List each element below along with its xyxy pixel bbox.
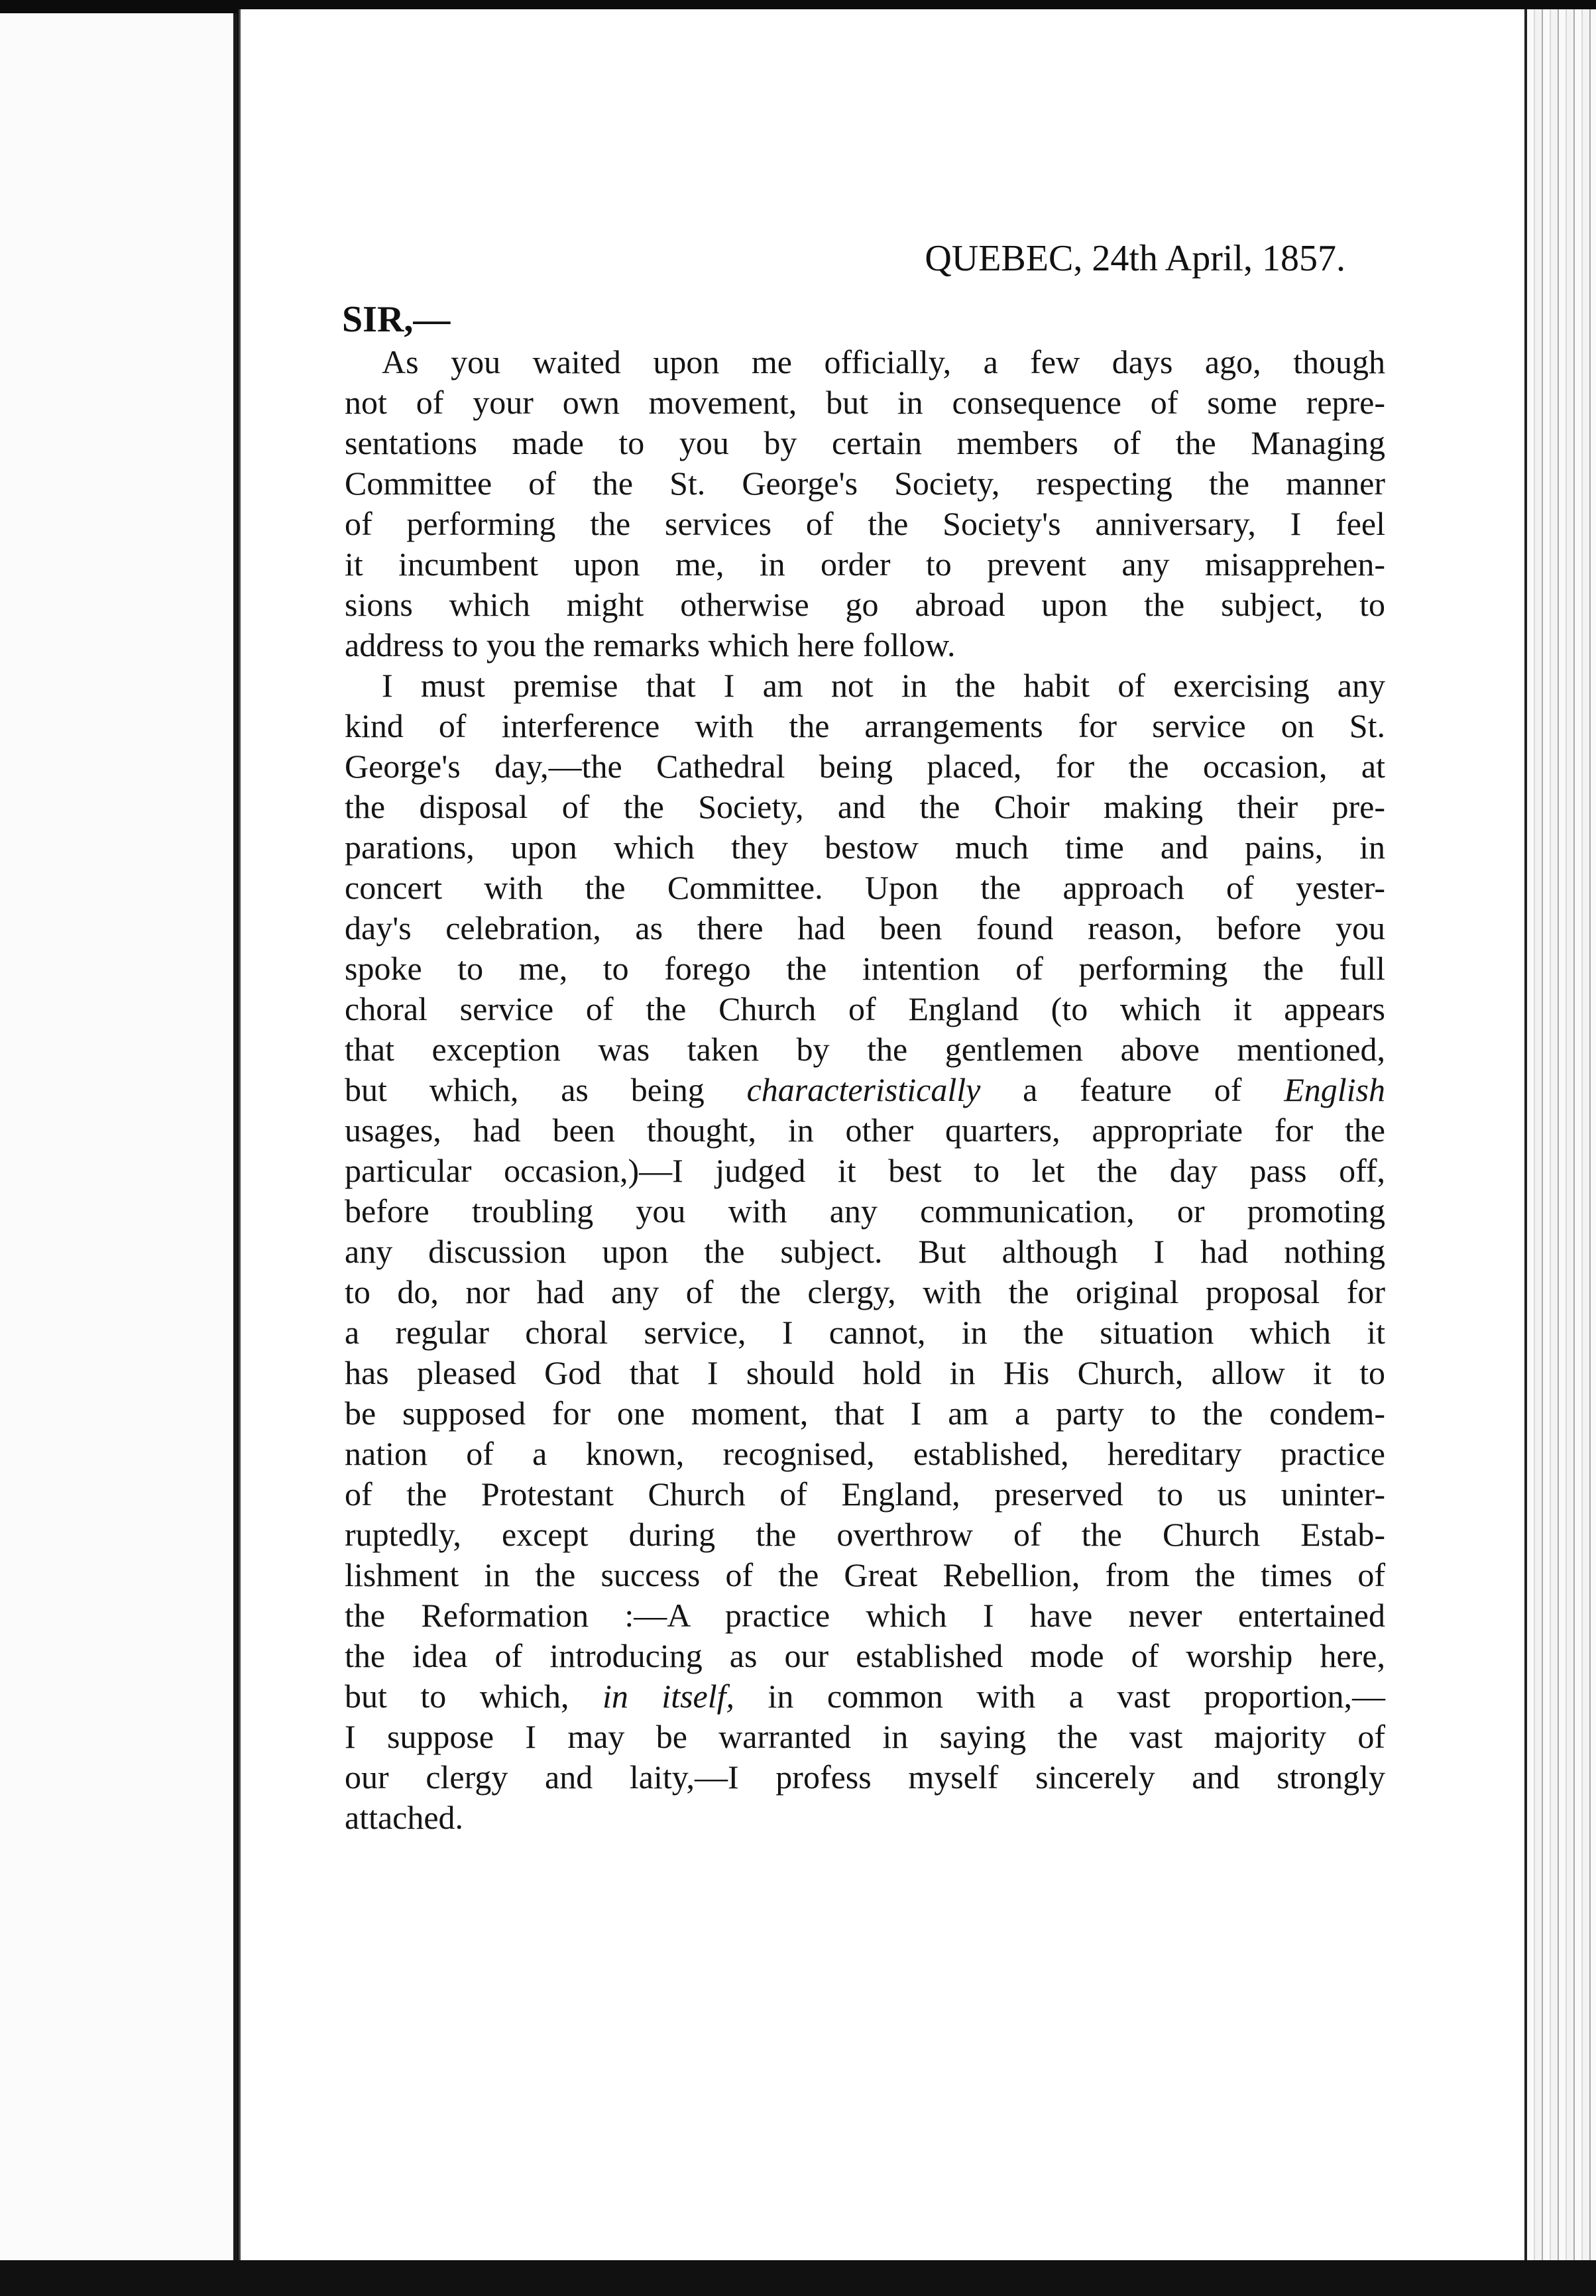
text-line: before troubling you with any communication, or promoting [345, 1192, 1385, 1230]
text-line: that exception was taken by the gentlemen above mentioned, [345, 1031, 1385, 1068]
text-run: a feature of [980, 1071, 1284, 1108]
text-line [345, 1070, 1385, 1110]
text-run: in common with a vast proportion,— [734, 1678, 1386, 1715]
text-line: As you waited upon me officially, a few days ago, though [382, 343, 1385, 380]
text-line: Committee of the St. George's Society, respecting the manner [345, 465, 1385, 502]
text-line: of the Protestant Church of England, preserved to us uninter- [345, 1475, 1385, 1513]
text-line: spoke to me, to forego the intention of performing the full [345, 950, 1385, 987]
italic-text: English [1284, 1071, 1385, 1108]
text-line: lishment in the success of the Great Rebellion, from the times of [345, 1556, 1385, 1593]
text-line: I suppose I may be warranted in saying the vast majority of [345, 1718, 1385, 1755]
page-edges [1524, 9, 1596, 2276]
text-line: usages, had been thought, in other quarters, appropriate for the [345, 1112, 1385, 1149]
scan-border [0, 2260, 1596, 2296]
text-line: address to you the remarks which here follow. [345, 626, 956, 663]
paragraph-1 [345, 342, 1385, 665]
text-line: to do, nor had any of the clergy, with the original proposal for [345, 1273, 1385, 1310]
text-line: sions which might otherwise go abroad upon the subject, to [345, 586, 1385, 623]
text-line: any discussion upon the subject. But although I had nothing [345, 1233, 1385, 1270]
text-run: but to which, [345, 1678, 602, 1715]
text-line: be supposed for one moment, that I am a party to the condem- [345, 1395, 1385, 1432]
text-line [345, 1676, 1385, 1717]
text-line: the disposal of the Society, and the Choir making their pre- [345, 788, 1385, 825]
text-line: it incumbent upon me, in order to prevent any misapprehen- [345, 545, 1385, 583]
text-line: the idea of introducing as our established mode of worship here, [345, 1637, 1385, 1674]
italic-text: characteristically [746, 1071, 981, 1108]
text-line: nation of a known, recognised, established, hereditary practice [345, 1435, 1385, 1472]
text-line: George's day,—the Cathedral being placed, for the occasion, at [345, 748, 1385, 785]
text-line: not of your own movement, but in consequence of some repre- [345, 384, 1385, 421]
letter-body [345, 342, 1385, 1838]
text-line: particular occasion,)—I judged it best to let the day pass off, [345, 1152, 1385, 1189]
text-line: has pleased God that I should hold in His Church, allow it to [345, 1354, 1385, 1391]
text-line: attached. [345, 1799, 464, 1836]
italic-text: in itself, [602, 1678, 735, 1715]
text-line: parations, upon which they bestow much time and pains, in [345, 829, 1385, 866]
text-line: sentations made to you by certain members of the Managing [345, 424, 1385, 461]
text-line: of performing the services of the Society's anniversary, I feel [345, 505, 1385, 542]
text-line: choral service of the Church of England (to which it appears [345, 990, 1385, 1027]
text-line: concert with the Committee. Upon the approach of yester- [345, 869, 1385, 906]
text-line: day's celebration, as there had been found reason, before you [345, 909, 1385, 947]
text-line: the Reformation :—A practice which I have never entertained [345, 1597, 1385, 1634]
text-line: I must premise that I am not in the habit of exercising any [382, 667, 1385, 704]
paragraph-2 [345, 665, 1385, 1838]
text-line: a regular choral service, I cannot, in the situation which it [345, 1314, 1385, 1351]
text-run: but which, as being [345, 1071, 747, 1108]
letter-salutation: SIR,— [342, 299, 451, 340]
text-line: our clergy and laity,—I profess myself sincerely and strongly [345, 1758, 1385, 1796]
letter-dateline: QUEBEC, 24th April, 1857. [925, 238, 1345, 279]
text-line: ruptedly, except during the overthrow of the Church Estab- [345, 1516, 1385, 1553]
facing-page-left [0, 13, 237, 2267]
text-line: kind of interference with the arrangements for service on St. [345, 707, 1385, 744]
